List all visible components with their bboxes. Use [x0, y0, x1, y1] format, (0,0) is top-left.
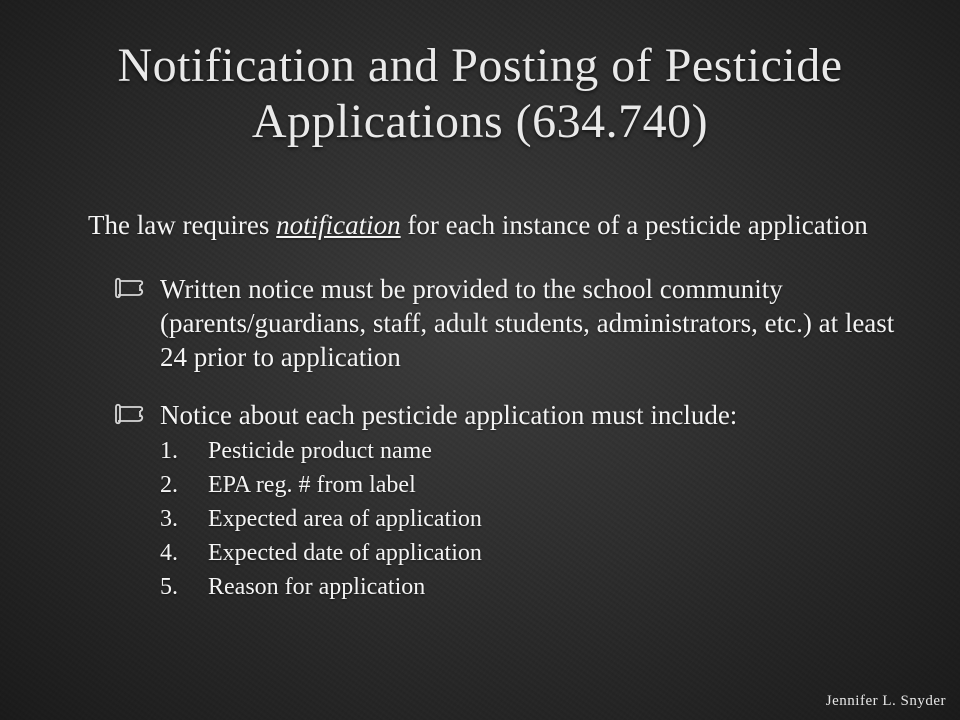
- bullet-item: [88, 272, 918, 374]
- list-text: Expected area of application: [208, 506, 482, 532]
- slide-body: [88, 208, 918, 628]
- footer-author: Jennifer L. Snyder: [825, 693, 946, 709]
- list-number: 1.: [160, 438, 178, 464]
- list-text: Reason for application: [208, 574, 426, 600]
- intro-text-before: The law requires: [88, 210, 277, 240]
- intro-emphasis: notification: [276, 210, 401, 240]
- list-item: [160, 570, 918, 604]
- list-number: 3.: [160, 506, 178, 532]
- bullet-item: [88, 398, 918, 604]
- list-item: [160, 536, 918, 570]
- intro-paragraph: [88, 208, 918, 242]
- list-item: [160, 434, 918, 468]
- list-number: 5.: [160, 574, 178, 600]
- list-item: [160, 502, 918, 536]
- bullet-text: Written notice must be provided to the school community (parents/guardians, staff, adult students, administrators, etc.) at least 24 prior to application: [160, 274, 895, 372]
- list-text: EPA reg. # from label: [208, 472, 416, 498]
- scroll-bullet-icon: [112, 275, 148, 301]
- list-text: Pesticide product name: [208, 438, 432, 464]
- bullet-list: [88, 272, 918, 604]
- numbered-list: [160, 434, 918, 604]
- list-item: [160, 468, 918, 502]
- intro-text-after: for each instance of a pesticide application: [400, 210, 868, 240]
- bullet-text: Notice about each pesticide application must include:: [160, 400, 738, 430]
- list-text: Expected date of application: [208, 540, 482, 566]
- slide-title: Notification and Posting of Pesticide Applications (634.740): [117, 39, 843, 148]
- scroll-bullet-icon: [112, 401, 148, 427]
- list-number: 2.: [160, 472, 178, 498]
- list-number: 4.: [160, 540, 178, 566]
